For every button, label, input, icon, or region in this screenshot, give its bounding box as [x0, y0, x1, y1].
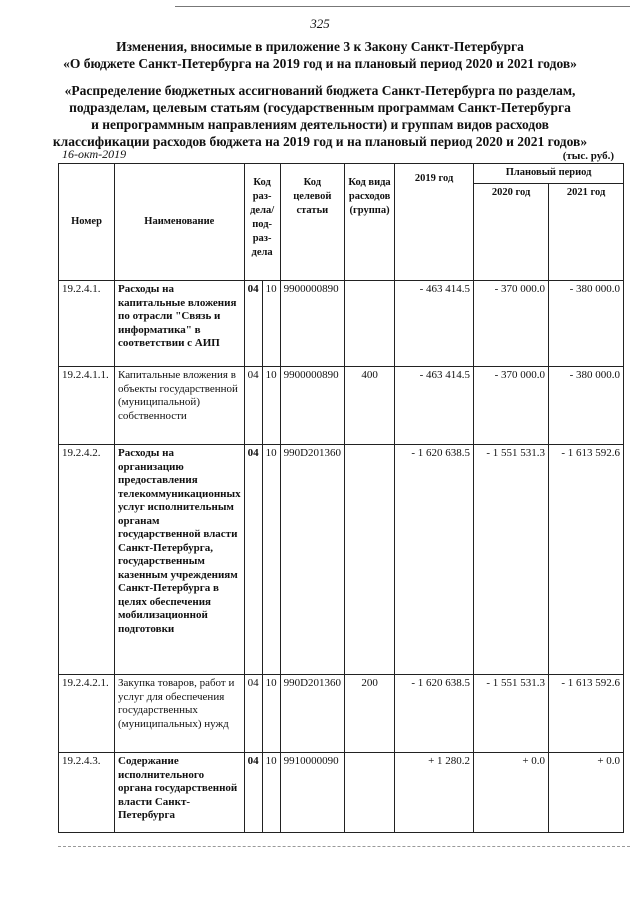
document-date: 16-окт-2019: [62, 147, 127, 161]
row-razdel: 04: [244, 367, 262, 445]
row-2021: - 380 000.0: [549, 281, 624, 367]
row-cs: 9910000090: [280, 753, 344, 833]
row-cs: 9900000890: [280, 281, 344, 367]
row-2020: - 1 551 531.3: [474, 445, 549, 675]
table-row: [59, 445, 624, 675]
title-line-2: «О бюджете Санкт-Петербурга на 2019 год и на плановый период 2020 и 2021 годов»: [63, 56, 577, 71]
col-header-cs: Код целевой статьи: [280, 164, 344, 281]
row-2020: - 370 000.0: [474, 367, 549, 445]
row-razdel: 04: [244, 753, 262, 833]
row-2020: - 370 000.0: [474, 281, 549, 367]
row-number: 19.2.4.1.1.: [59, 367, 115, 445]
row-podrazdel: 10: [262, 753, 280, 833]
row-2021: - 380 000.0: [549, 367, 624, 445]
row-name: Расходы на организацию предоставления телекоммуникационных услуг исполнительным органам государственной власти Санкт-Петербурга, государственным казенным учреждениям Санкт-Петербурга в целях обеспечения мобилизационной подготовки: [115, 445, 245, 675]
row-podrazdel: 10: [262, 445, 280, 675]
row-name: Закупка товаров, работ и услуг для обеспечения государственных (муниципальных) нужд: [115, 675, 245, 753]
row-razdel: 04: [244, 445, 262, 675]
table-row: [59, 367, 624, 445]
table-row: [59, 675, 624, 753]
row-2020: + 0.0: [474, 753, 549, 833]
subtitle-line-1: «Распределение бюджетных ассигнований бюджета Санкт-Петербурга по разделам,: [64, 83, 576, 98]
subtitle-line-3: и непрограммным направлениям деятельности) и группам видов расходов: [91, 117, 549, 132]
row-2019: - 1 620 638.5: [395, 445, 474, 675]
row-number: 19.2.4.2.1.: [59, 675, 115, 753]
col-header-number: Номер: [59, 164, 115, 281]
row-kvr: [345, 445, 395, 675]
row-cs: 9900000890: [280, 367, 344, 445]
row-kvr: [345, 753, 395, 833]
col-header-razdel: Код раз-дела/ под-раз-дела: [244, 164, 280, 281]
row-2019: + 1 280.2: [395, 753, 474, 833]
row-name: Капитальные вложения в объекты государственной (муниципальной) собственности: [115, 367, 245, 445]
row-number: 19.2.4.2.: [59, 445, 115, 675]
row-cs: 990D201360: [280, 445, 344, 675]
row-number: 19.2.4.1.: [59, 281, 115, 367]
title-line-1: Изменения, вносимые в приложение 3 к Закону Санкт-Петербурга: [116, 39, 524, 54]
table-row: [59, 753, 624, 833]
row-number: 19.2.4.3.: [59, 753, 115, 833]
row-kvr: 400: [345, 367, 395, 445]
row-name: Расходы на капитальные вложения по отрасли "Связь и информатика" в соответствии с АИП: [115, 281, 245, 367]
row-2021: - 1 613 592.6: [549, 675, 624, 753]
page-bottom-edge: [58, 846, 630, 848]
row-2019: - 463 414.5: [395, 281, 474, 367]
row-name: Содержание исполнительного органа государственной власти Санкт-Петербурга: [115, 753, 245, 833]
col-header-kvr: Код вида расходов (группа): [345, 164, 395, 281]
col-header-2019: 2019 год: [395, 164, 474, 281]
row-podrazdel: 10: [262, 367, 280, 445]
col-header-name: Наименование: [115, 164, 245, 281]
table-row: [59, 281, 624, 367]
row-2020: - 1 551 531.3: [474, 675, 549, 753]
row-2021: + 0.0: [549, 753, 624, 833]
col-header-plan: Плановый период: [474, 164, 624, 184]
row-podrazdel: 10: [262, 281, 280, 367]
subtitle-line-4: классификации расходов бюджета на 2019 год и на плановый период 2020 и 2021 годов»: [52, 134, 588, 149]
subtitle-line-2: подразделам, целевым статьям (государственным программам Санкт-Петербурга: [69, 100, 571, 115]
row-2019: - 463 414.5: [395, 367, 474, 445]
row-kvr: 200: [345, 675, 395, 753]
row-kvr: [345, 281, 395, 367]
row-2021: - 1 613 592.6: [549, 445, 624, 675]
page-number: 325: [310, 16, 330, 31]
budget-table: [58, 163, 624, 833]
col-header-2021: 2021 год: [549, 184, 624, 281]
top-rule: [175, 6, 630, 7]
row-cs: 990D201360: [280, 675, 344, 753]
col-header-2020: 2020 год: [474, 184, 549, 281]
row-razdel: 04: [244, 281, 262, 367]
units-label: (тыс. руб.): [562, 150, 614, 162]
row-razdel: 04: [244, 675, 262, 753]
row-podrazdel: 10: [262, 675, 280, 753]
row-2019: - 1 620 638.5: [395, 675, 474, 753]
